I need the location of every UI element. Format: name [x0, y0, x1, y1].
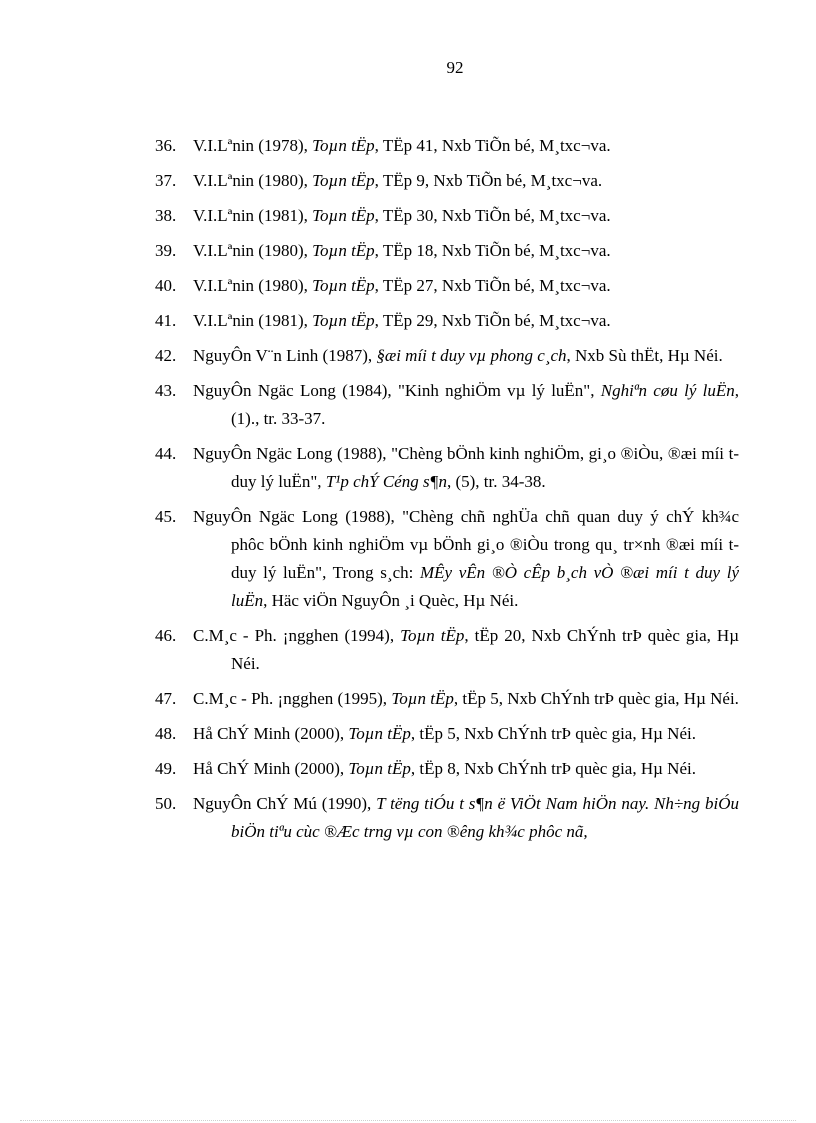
reference-title: T tëng tiÓu t s¶n ë ViÖt Nam hiÖn nay. Nh÷ng biÓu biÖn tiªu cùc ®Æc trng vµ con ®êng kh¾c phôc nã, — [231, 794, 739, 841]
reference-number: 44. — [155, 444, 177, 463]
reference-number: 41. — [155, 311, 177, 330]
reference-segment: V.I.Lªnin (1980), — [193, 276, 313, 295]
reference-number: 46. — [155, 626, 177, 645]
reference-number: 49. — [155, 759, 177, 778]
reference-text — [193, 342, 739, 370]
reference-number: 38. — [155, 206, 177, 225]
reference-text — [193, 622, 739, 678]
reference-segment: , tËp 8, Nxb ChÝnh trÞ quèc gia, Hµ Néi. — [410, 759, 696, 778]
reference-segment: V.I.Lªnin (1978), — [193, 136, 313, 155]
reference-segment: , (1)., tr. 33-37. — [231, 381, 739, 428]
reference-text — [193, 307, 739, 335]
reference-text — [193, 167, 739, 195]
reference-segment: C.M¸c - Ph. ¡ngghen (1994), — [193, 626, 401, 645]
reference-segment: NguyÔn Ngäc Long (1988), "Chèng bÖnh kinh nghiÖm, gi¸o ®iÒu, ®æi míi t duy lý luËn", — [193, 444, 739, 491]
reference-text — [193, 202, 739, 230]
reference-item — [155, 685, 739, 713]
reference-segment: , TËp 18, Nxb TiÕn bé, M¸txc¬va. — [374, 241, 611, 260]
reference-number: 36. — [155, 136, 177, 155]
reference-title: Toµn tËp — [391, 689, 454, 708]
reference-number: 39. — [155, 241, 177, 260]
reference-number: 43. — [155, 381, 177, 400]
reference-title: Toµn tËp — [312, 206, 375, 225]
reference-segment: V.I.Lªnin (1981), — [193, 206, 313, 225]
reference-item — [155, 503, 739, 615]
reference-item — [155, 755, 739, 783]
reference-item — [155, 622, 739, 678]
reference-title: Toµn tËp — [312, 241, 375, 260]
reference-number: 40. — [155, 276, 177, 295]
reference-text — [193, 755, 739, 783]
reference-segment: , tËp 5, Nxb ChÝnh trÞ quèc gia, Hµ Néi. — [410, 724, 696, 743]
reference-item — [155, 720, 739, 748]
reference-text — [193, 790, 739, 846]
reference-item — [155, 237, 739, 265]
reference-segment: , Häc viÖn NguyÔn ¸i Quèc, Hµ Néi. — [263, 591, 519, 610]
reference-number: 45. — [155, 507, 177, 526]
reference-list — [155, 132, 739, 853]
reference-item — [155, 272, 739, 300]
reference-title: Toµn tËp — [312, 276, 375, 295]
reference-number: 37. — [155, 171, 177, 190]
reference-text — [193, 132, 739, 160]
reference-segment: , TËp 27, Nxb TiÕn bé, M¸txc¬va. — [374, 276, 611, 295]
reference-segment: NguyÔn V¨n Linh (1987), — [193, 346, 377, 365]
reference-text — [193, 272, 739, 300]
reference-title: Toµn tËp — [312, 136, 375, 155]
reference-item — [155, 377, 739, 433]
reference-item — [155, 440, 739, 496]
reference-segment: V.I.Lªnin (1980), — [193, 171, 313, 190]
reference-text — [193, 503, 739, 615]
reference-text — [193, 377, 739, 433]
reference-item — [155, 132, 739, 160]
reference-text — [193, 685, 739, 713]
reference-segment: NguyÔn Ngäc Long (1988), "Chèng chñ nghÜa chñ quan duy ý chÝ kh¾c phôc bÖnh kinh nghiÖm vµ bÖnh gi¸o ®iÒu trong qu¸ tr×nh ®æi míi t duy lý luËn", Trong s¸ch: — [193, 507, 739, 582]
reference-title: Toµn tËp — [400, 626, 465, 645]
reference-title: T¹p chÝ Céng s¶n — [325, 472, 447, 491]
reference-text — [193, 237, 739, 265]
reference-segment: , TËp 41, Nxb TiÕn bé, M¸txc¬va. — [374, 136, 611, 155]
reference-number: 42. — [155, 346, 177, 365]
reference-title: Toµn tËp — [348, 724, 411, 743]
reference-segment: , (5), tr. 34-38. — [446, 472, 546, 491]
reference-segment: Hå ChÝ Minh (2000), — [193, 759, 349, 778]
reference-item — [155, 307, 739, 335]
reference-title: Toµn tËp — [348, 759, 411, 778]
reference-segment: , TËp 9, Nxb TiÕn bé, M¸txc¬va. — [374, 171, 603, 190]
reference-title: Toµn tËp — [312, 311, 375, 330]
reference-text — [193, 440, 739, 496]
reference-segment: , tËp 5, Nxb ChÝnh trÞ quèc gia, Hµ Néi. — [453, 689, 739, 708]
reference-segment: C.M¸c - Ph. ¡ngghen (1995), — [193, 689, 392, 708]
reference-segment: V.I.Lªnin (1981), — [193, 311, 313, 330]
page-bottom-divider — [20, 1120, 796, 1121]
reference-item — [155, 167, 739, 195]
reference-title: Nghiªn cøu lý luËn — [600, 381, 735, 400]
reference-number: 48. — [155, 724, 177, 743]
reference-segment: , TËp 29, Nxb TiÕn bé, M¸txc¬va. — [374, 311, 611, 330]
reference-segment: , TËp 30, Nxb TiÕn bé, M¸txc¬va. — [374, 206, 611, 225]
reference-item — [155, 342, 739, 370]
reference-title: MÊy vÊn ®Ò cÊp b¸ch vÒ ®æi míi t duy lý luËn — [231, 563, 739, 610]
reference-title: §æi míi t duy vµ phong c¸ch — [376, 346, 567, 365]
reference-text — [193, 720, 739, 748]
reference-segment: Hå ChÝ Minh (2000), — [193, 724, 349, 743]
reference-segment: , Nxb Sù thËt, Hµ Néi. — [566, 346, 723, 365]
reference-segment: NguyÔn ChÝ Mú (1990), — [193, 794, 377, 813]
reference-number: 47. — [155, 689, 177, 708]
page-number: 92 — [446, 58, 464, 77]
reference-number: 50. — [155, 794, 177, 813]
reference-item — [155, 790, 739, 846]
reference-title: Toµn tËp — [312, 171, 375, 190]
reference-segment: V.I.Lªnin (1980), — [193, 241, 313, 260]
reference-item — [155, 202, 739, 230]
reference-segment: NguyÔn Ngäc Long (1984), "Kinh nghiÖm vµ lý luËn", — [193, 381, 601, 400]
reference-segment: , tËp 20, Nxb ChÝnh trÞ quèc gia, Hµ Néi. — [231, 626, 740, 673]
